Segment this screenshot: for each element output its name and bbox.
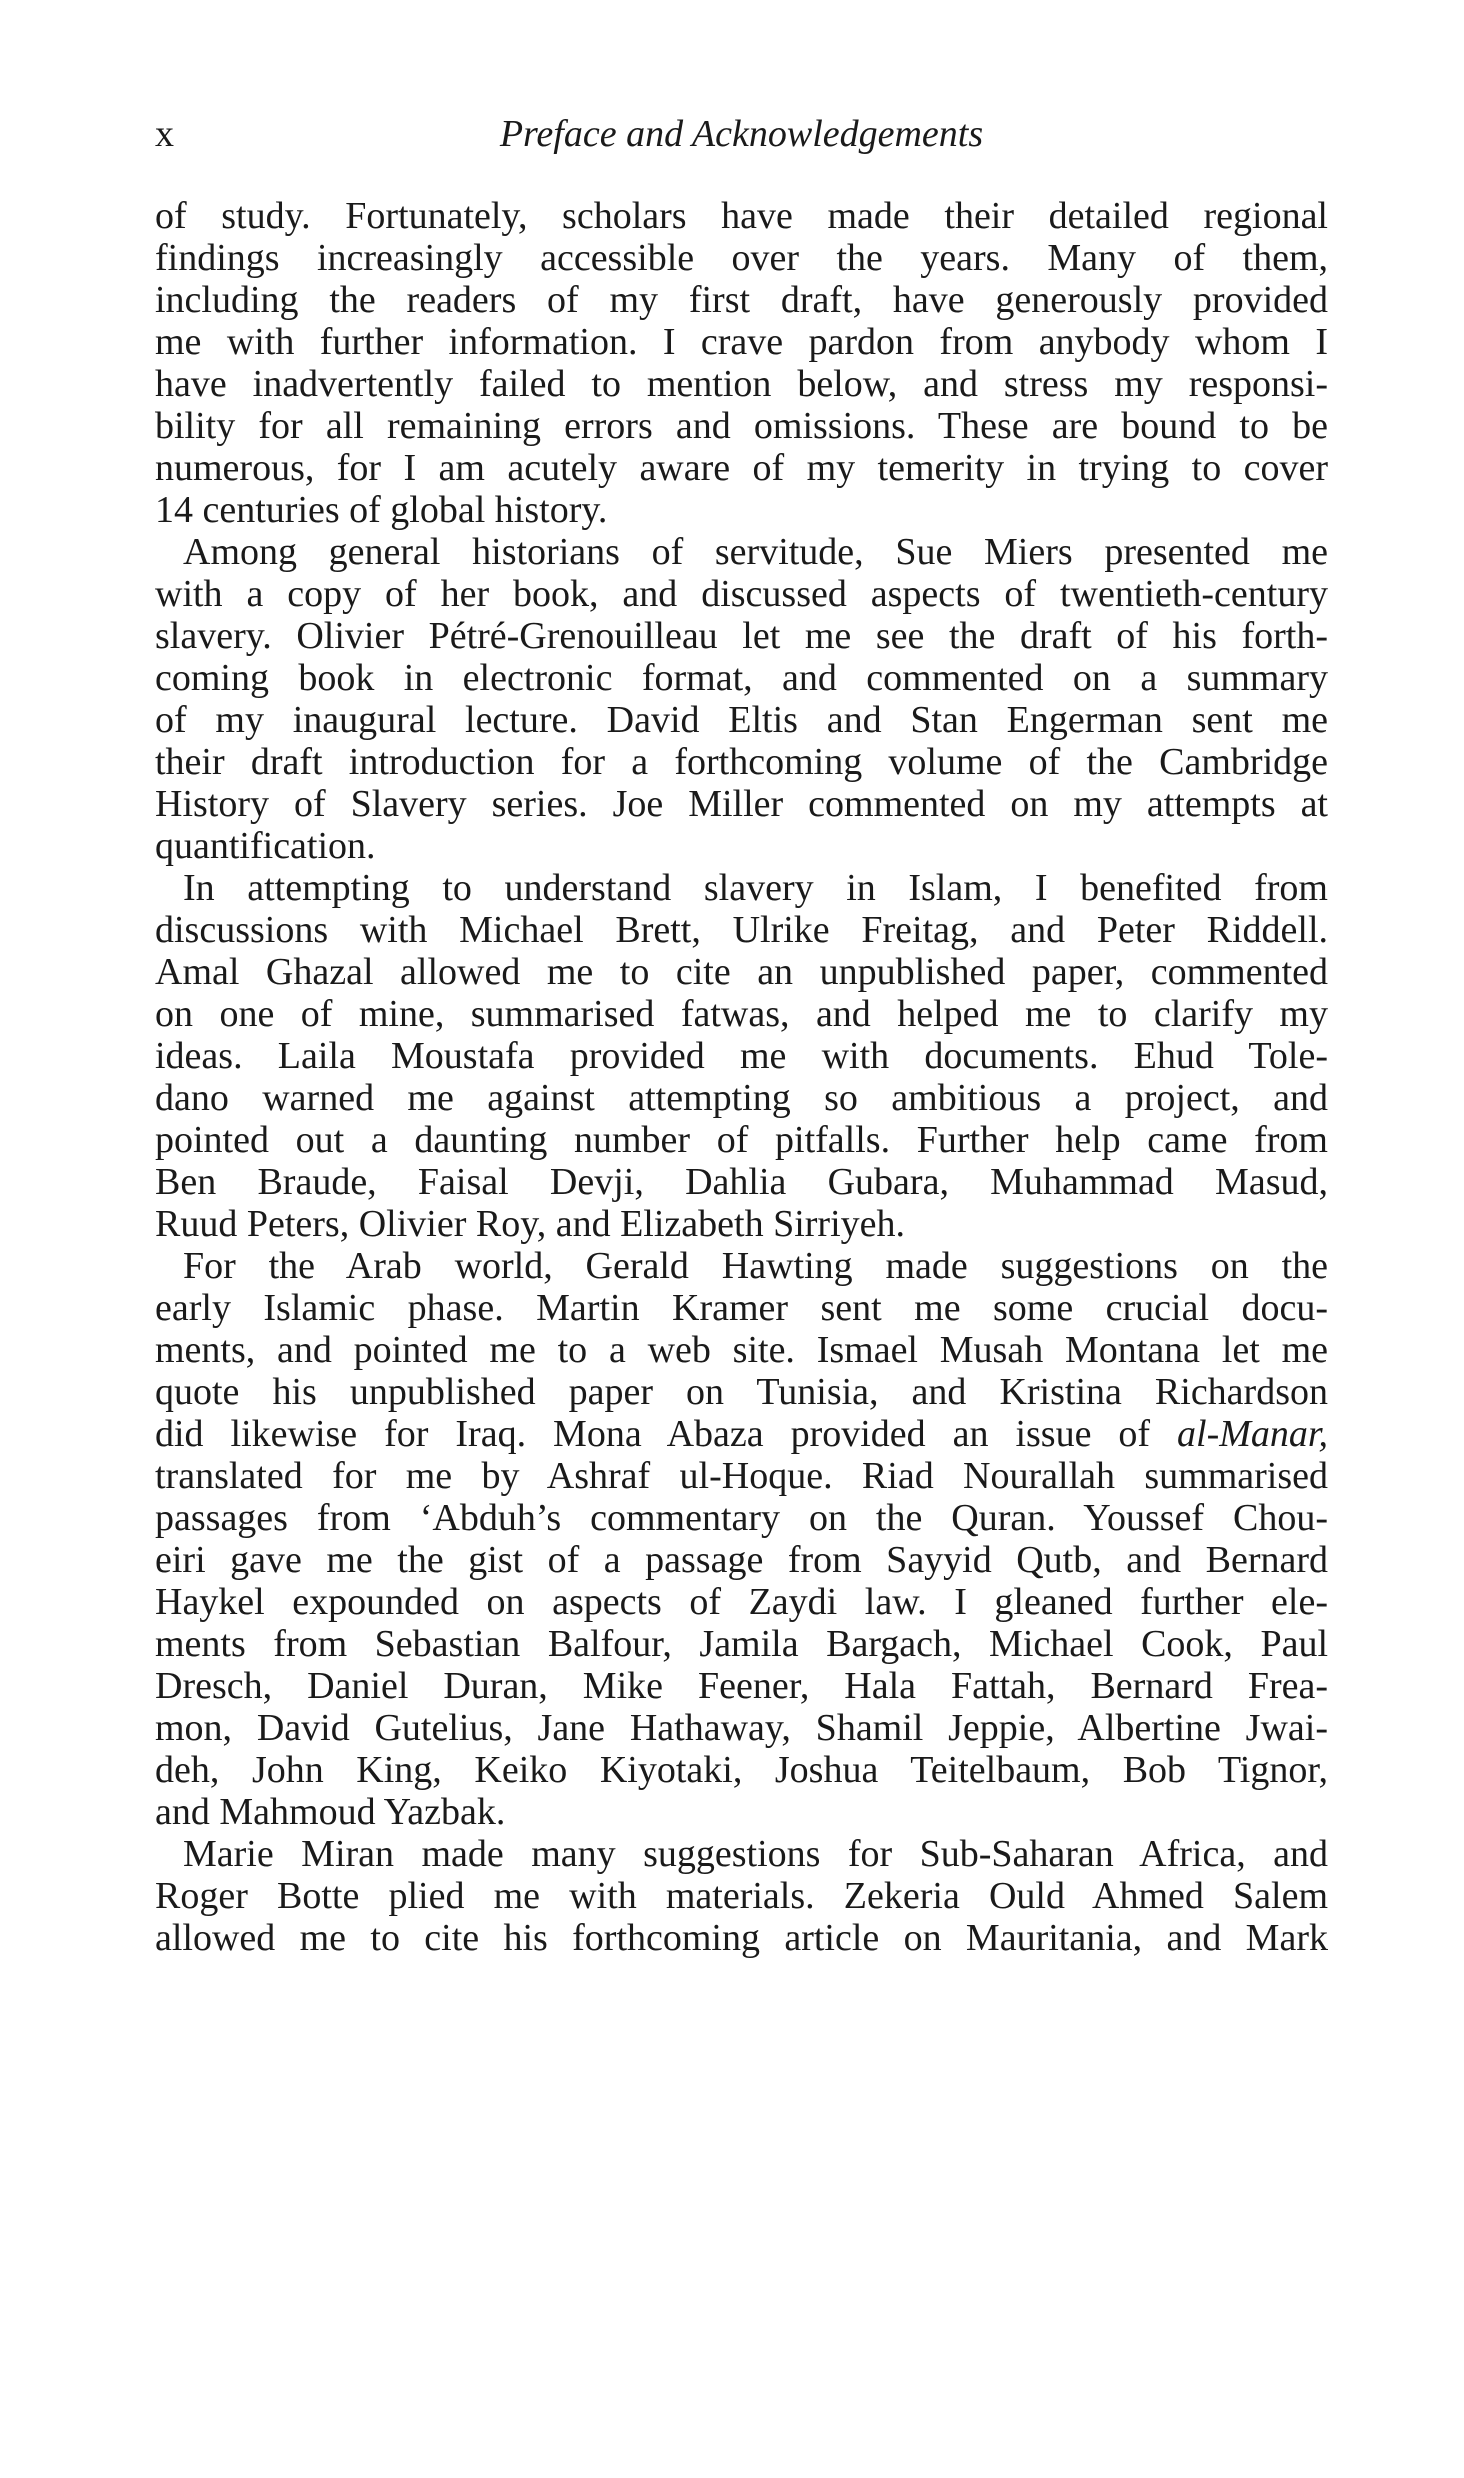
text-line: allowed me to cite his forthcoming article on Mauritania, and Mark xyxy=(155,1917,1328,1959)
text-line: dano warned me against attempting so ambitious a project, and xyxy=(155,1077,1328,1119)
text-line: passages from ‘Abduh’s commentary on the Quran. Youssef Chou- xyxy=(155,1497,1328,1539)
body-text xyxy=(155,195,1328,1959)
paragraph xyxy=(155,195,1328,531)
text-line: eiri gave me the gist of a passage from Sayyid Qutb, and Bernard xyxy=(155,1539,1328,1581)
text-line: ments from Sebastian Balfour, Jamila Bargach, Michael Cook, Paul xyxy=(155,1623,1328,1665)
text-line: Marie Miran made many suggestions for Sub-Saharan Africa, and xyxy=(183,1833,1328,1875)
text-line: quote his unpublished paper on Tunisia, and Kristina Richardson xyxy=(155,1371,1328,1413)
text-line: slavery. Olivier Pétré-Grenouilleau let me see the draft of his forth- xyxy=(155,615,1328,657)
text-line: 14 centuries of global history. xyxy=(155,489,608,531)
text-line: Ruud Peters, Olivier Roy, and Elizabeth Sirriyeh. xyxy=(155,1203,905,1245)
text-line: their draft introduction for a forthcoming volume of the Cambridge xyxy=(155,741,1328,783)
text-line: translated for me by Ashraf ul-Hoque. Riad Nourallah summarised xyxy=(155,1455,1328,1497)
paragraph xyxy=(155,1833,1328,1959)
text-line: History of Slavery series. Joe Miller commented on my attempts at xyxy=(155,783,1328,825)
text-line: of my inaugural lecture. David Eltis and Stan Engerman sent me xyxy=(155,699,1328,741)
text-line: For the Arab world, Gerald Hawting made suggestions on the xyxy=(183,1245,1328,1287)
text-line: coming book in electronic format, and commented on a summary xyxy=(155,657,1328,699)
text-line: Roger Botte plied me with materials. Zekeria Ould Ahmed Salem xyxy=(155,1875,1328,1917)
text-line: pointed out a daunting number of pitfalls. Further help came from xyxy=(155,1119,1328,1161)
text-line: did likewise for Iraq. Mona Abaza provided an issue of al-Manar, xyxy=(155,1413,1328,1455)
text-line: numerous, for I am acutely aware of my temerity in trying to cover xyxy=(155,447,1328,489)
text-line: deh, John King, Keiko Kiyotaki, Joshua Teitelbaum, Bob Tignor, xyxy=(155,1749,1328,1791)
text-line: Haykel expounded on aspects of Zaydi law. I gleaned further ele- xyxy=(155,1581,1328,1623)
paragraph xyxy=(155,1245,1328,1833)
text-line: with a copy of her book, and discussed aspects of twentieth-century xyxy=(155,573,1328,615)
page-header xyxy=(155,112,1328,162)
text-line: me with further information. I crave pardon from anybody whom I xyxy=(155,321,1328,363)
text-line: including the readers of my first draft, have generously provided xyxy=(155,279,1328,321)
paragraph xyxy=(155,867,1328,1245)
text-line: of study. Fortunately, scholars have made their detailed regional xyxy=(155,195,1328,237)
running-title: Preface and Acknowledgements xyxy=(499,113,984,155)
text-line: Dresch, Daniel Duran, Mike Feener, Hala Fattah, Bernard Frea- xyxy=(155,1665,1328,1707)
text-line: findings increasingly accessible over the years. Many of them, xyxy=(155,237,1328,279)
text-line: ments, and pointed me to a web site. Ismael Musah Montana let me xyxy=(155,1329,1328,1371)
text-line: bility for all remaining errors and omissions. These are bound to be xyxy=(155,405,1328,447)
text-line: quantification. xyxy=(155,825,376,867)
paragraph xyxy=(155,531,1328,867)
text-line: Amal Ghazal allowed me to cite an unpublished paper, commented xyxy=(155,951,1328,993)
text-line: have inadvertently failed to mention below, and stress my responsi- xyxy=(155,363,1328,405)
text-line: Among general historians of servitude, Sue Miers presented me xyxy=(183,531,1328,573)
page-number: x xyxy=(155,113,174,155)
text-line: Ben Braude, Faisal Devji, Dahlia Gubara, Muhammad Masud, xyxy=(155,1161,1328,1203)
text-line: and Mahmoud Yazbak. xyxy=(155,1791,506,1833)
text-line: ideas. Laila Moustafa provided me with documents. Ehud Tole- xyxy=(155,1035,1328,1077)
text-line: early Islamic phase. Martin Kramer sent me some crucial docu- xyxy=(155,1287,1328,1329)
text-line: In attempting to understand slavery in Islam, I benefited from xyxy=(183,867,1328,909)
text-line: discussions with Michael Brett, Ulrike Freitag, and Peter Riddell. xyxy=(155,909,1328,951)
text-line: on one of mine, summarised fatwas, and helped me to clarify my xyxy=(155,993,1328,1035)
text-line: mon, David Gutelius, Jane Hathaway, Shamil Jeppie, Albertine Jwai- xyxy=(155,1707,1328,1749)
